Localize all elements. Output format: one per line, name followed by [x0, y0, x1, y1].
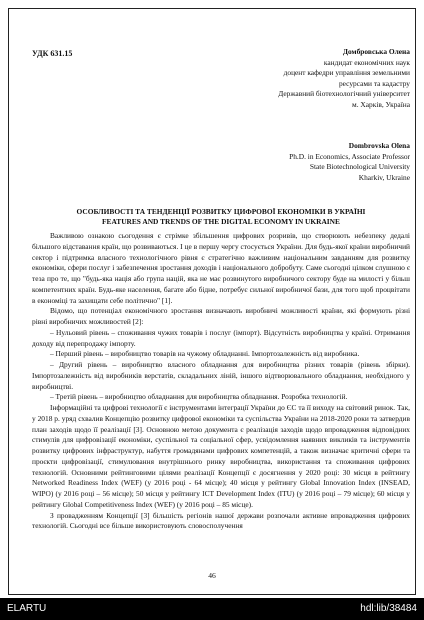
en-author-line: State Biotechnological University — [309, 162, 410, 172]
list-item-level-3: – Третій рівень – виробництво обладнання для виробництва обладнання. Розробка технологій. — [50, 392, 348, 402]
ua-author-line: доцент кафедри управління земельними — [283, 68, 410, 78]
body-paragraph: Важливою ознакою сьогодення є стрімке збільшення цифрових розривів, що створюють небезпеку дедалі більшого відставання країн, що розвиваються. І це в першу чергу стосується України. Для будь-якої країни виробничий сектор і підтримка власного технологічного рівня є стратегічно важливим національним завданням для розвитку економіки, сфери послуг і забезпечення зростання доходів і національного добробуту. Саме сьогодні цілком слушною є теза про те, що "будь-яка нація або група націй, яка не має розвинутого виробничого сектору буде на милості у більш компетентних країн. Будь-яке населення, багате або бідне, потребує сильної виробничої бази, для того щоб процвітати в економіці та захищати себе політично" [1]. — [32, 231, 410, 305]
title-ua: ОСОБЛИВОСТІ ТА ТЕНДЕНЦІЇ РОЗВИТКУ ЦИФРОВОЇ ЕКОНОМІКИ В УКРАЇНІ — [76, 207, 366, 216]
footer-repository-label: ELARTU — [7, 603, 47, 614]
title-en: FEATURES AND TRENDS OF THE DIGITAL ECONOMY IN UKRAINE — [102, 217, 340, 226]
list-item-level-1: – Перший рівень – виробництво товарів на чужому обладнанні. Імпортозалежність від виробника. — [50, 349, 360, 359]
body-paragraph: Відомо, що потенціал економічного зростання визначають виробничі можливості країни, які формують різні рівні виробничих можливостей [2]: — [32, 306, 410, 326]
en-author-name: Dombrovska Olena — [348, 141, 410, 150]
body-paragraph: З провадженням Концепції [3] більшість регіонів нашої держави розпочали активне впровадження цифрових технологій. Сьогодні все більше використовують словосполучення — [32, 510, 410, 531]
article-title — [32, 207, 410, 227]
ua-author-line: кандидат економічних наук — [323, 57, 410, 67]
ua-author-line: м. Харків, Україна — [352, 99, 410, 109]
en-author-block — [289, 141, 410, 183]
udk-code: УДК 631.15 — [32, 49, 73, 58]
ua-author-name: Домбровська Олена — [342, 47, 410, 56]
en-author-line: Kharkiv, Ukraine — [358, 172, 410, 182]
footer-handle-link[interactable]: hdl:lib/38484 — [360, 603, 417, 614]
ua-author-line: Державний біотехнологічний університет — [278, 89, 410, 99]
ua-author-line: ресурсами та кадастру — [338, 78, 410, 88]
list-item-level-0: – Нульовий рівень – споживання чужих товарів і послуг (імпорт). Відсутність виробництва у країні. Отримання доходу від перепродажу імпорту. — [32, 327, 410, 348]
page-number: 46 — [208, 571, 216, 580]
footer-bar — [0, 598, 424, 620]
page-frame — [8, 8, 416, 595]
en-author-line: Ph.D. in Economics, Associate Professor — [289, 151, 410, 161]
list-item-level-2: – Другий рівень – виробництво власного обладнання для виробництва різних товарів (рівень збірки). Імпортозалежність від виробників верстатів, складальних ліній, іншого відтворювального обладнання, необхідного у виробництві. — [32, 360, 410, 391]
body-paragraph: Інформаційні та цифрові технології є інструментами інтеграції України до ЄС та її виходу на світовий ринок. Так, у 2018 р. уряд схвалив Концепцію розвитку цифрової економіки та суспільства України на 2018-2020 роки та затвердив план заходів щодо її реалізації [3]. Основною метою документа є реалізація заходів щодо впровадження відповідних стимулів для цифровізації економіки, суспільної та соціальної сфер, усвідомлення наявних викликів та інструментів розвитку цифрових інфраструктур, набуття громадянами цифрових компетенцій, а також визначає критичні сфери та проєкти цифровізації, стимулювання внутрішнього ринку виробництва, використання та споживання цифрових технологій. Основними рейтинговими цілями реалізації Концепції є досягнення у 2020 році: 30 місця в рейтингу Networked Readiness Index (WEF) (у 2016 році - 64 місце); 40 місця у рейтингу Global Innovation Index (INSEAD, WIPO) (у 2016 році – 56 місце); 50 місця у рейтингу ICT Development Index (ITU) (у 2016 році – 79 місце); 60 місця у рейтингу Global Competitiveness Index (WEF) (у 2016 році – 85 місце). — [32, 403, 411, 509]
ua-author-block — [278, 47, 410, 111]
article-body — [32, 231, 410, 532]
